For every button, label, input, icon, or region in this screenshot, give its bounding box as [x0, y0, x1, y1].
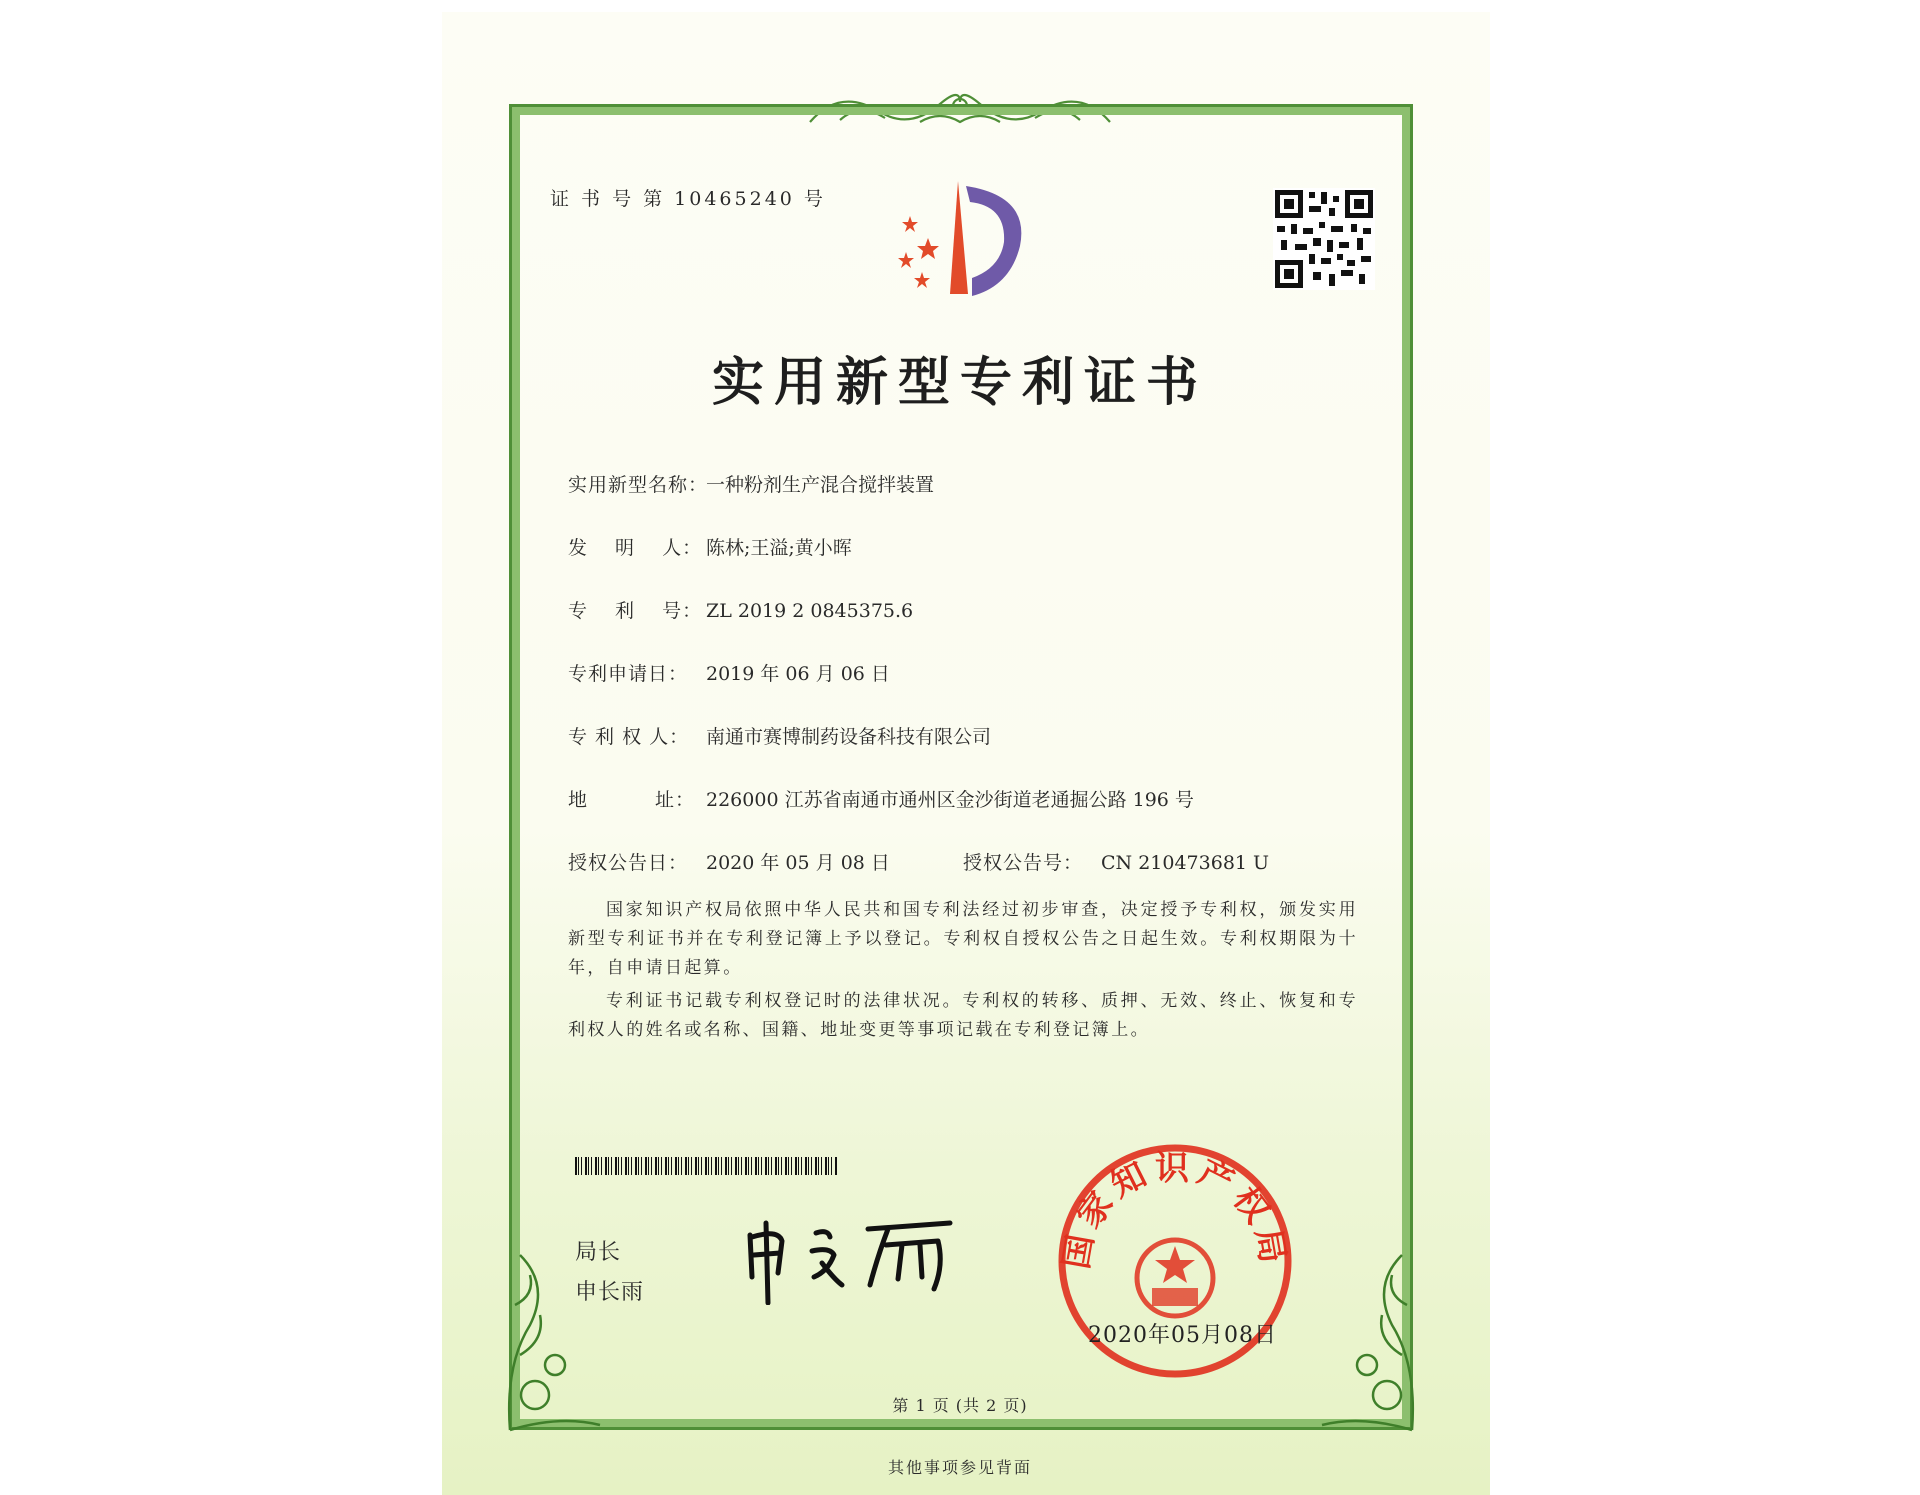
barcode-bar: [828, 1157, 829, 1175]
barcode-bar: [758, 1157, 759, 1175]
barcode-bar: [805, 1157, 807, 1175]
barcode-bar: [688, 1157, 689, 1175]
barcode-bar: [831, 1157, 832, 1175]
qr-code: [1273, 188, 1375, 290]
footer-note: 其他事项参见背面: [887, 1458, 1032, 1477]
barcode-bar: [731, 1157, 732, 1175]
field-value: 226000 江苏省南通市通州区金沙街道老通掘公路 196 号: [706, 789, 1194, 811]
barcode-bar: [771, 1157, 772, 1175]
field-value: 南通市赛博制药设备科技有限公司: [706, 726, 992, 748]
chief-name: 申长雨: [575, 1280, 645, 1305]
barcode-bar: [618, 1157, 619, 1175]
seal-date: 2020年05月08日: [1088, 1323, 1277, 1348]
barcode-bar: [761, 1157, 762, 1175]
barcode-bar: [655, 1157, 657, 1175]
barcode-bar: [721, 1157, 722, 1175]
barcode-bar: [808, 1157, 809, 1175]
page-number: 第 1 页 (共 2 页): [892, 1396, 1028, 1415]
seal-text: 国家知识产权局: [1056, 1148, 1294, 1272]
barcode-bar: [578, 1157, 579, 1175]
barcode-bar: [665, 1157, 667, 1175]
barcode-bar: [738, 1157, 739, 1175]
barcode-bar: [621, 1157, 622, 1175]
barcode-bar: [725, 1157, 727, 1175]
barcode-bar: [825, 1157, 827, 1175]
barcode-bar: [785, 1157, 787, 1175]
statement-paragraph-2: 专利证书记载专利权登记时的法律状况。专利权的转移、质押、无效、终止、恢复和专利权人的姓名或名称、国籍、地址变更等事项记载在专利登记簿上。: [568, 991, 1358, 1040]
barcode-bar: [728, 1157, 729, 1175]
statement-paragraph-1: 国家知识产权局依照中华人民共和国专利法经过初步审查，决定授予专利权，颁发实用新型专利证书并在专利登记簿上予以登记。专利权自授权公告之日起生效。专利权期限为十年，自申请日起算。: [568, 900, 1358, 978]
barcode-bar: [751, 1157, 752, 1175]
field-label: 地 址：: [568, 789, 696, 811]
field-label: 专 利 权 人：: [568, 726, 690, 748]
field-value: ZL 2019 2 0845375.6: [706, 600, 914, 622]
barcode-bar: [708, 1157, 709, 1175]
barcode-bar: [615, 1157, 617, 1175]
barcode-bar: [595, 1157, 597, 1175]
patent-office-logo: [880, 176, 1040, 306]
barcode-bar: [651, 1157, 652, 1175]
barcode-bar: [575, 1157, 577, 1175]
field-grant-date: [568, 848, 890, 875]
field-patent-number: [568, 596, 913, 623]
barcode-bar: [755, 1157, 757, 1175]
barcode-bar: [608, 1157, 609, 1175]
barcode-bar: [675, 1157, 677, 1175]
barcode-bar: [635, 1157, 637, 1175]
barcode-bar: [768, 1157, 769, 1175]
barcode-bar: [811, 1157, 812, 1175]
signature: [738, 1215, 968, 1305]
barcode-bar: [711, 1157, 712, 1175]
barcode-bar: [628, 1157, 629, 1175]
field-label: 授权公告号：: [963, 852, 1084, 874]
field-label: 专 利 号：: [568, 600, 703, 622]
barcode-bar: [588, 1157, 589, 1175]
barcode-bar: [748, 1157, 749, 1175]
field-value: 一种粉剂生产混合搅拌装置: [706, 474, 935, 496]
barcode-bar: [815, 1157, 817, 1175]
barcode-bar: [788, 1157, 789, 1175]
barcode-bar: [591, 1157, 592, 1175]
field-label: 专利申请日：: [568, 663, 689, 685]
barcode-bar: [801, 1157, 802, 1175]
barcode-bar: [611, 1157, 612, 1175]
barcode-bar: [798, 1157, 799, 1175]
barcode-bar: [735, 1157, 737, 1175]
barcode-bar: [685, 1157, 687, 1175]
barcode-bar: [645, 1157, 647, 1175]
barcode-bar: [691, 1157, 692, 1175]
barcode-bar: [705, 1157, 707, 1175]
field-inventor: [568, 533, 852, 560]
barcode-bar: [701, 1157, 702, 1175]
barcode-bar: [641, 1157, 642, 1175]
field-value: 2020 年 05 月 08 日: [706, 852, 890, 874]
barcode-bar: [741, 1157, 742, 1175]
barcode-bar: [818, 1157, 819, 1175]
field-value: CN 210473681 U: [1101, 852, 1270, 874]
barcode-bar: [795, 1157, 797, 1175]
barcode-bar: [625, 1157, 627, 1175]
barcode-bar: [765, 1157, 767, 1175]
barcode-bar: [835, 1157, 837, 1175]
barcode-bar: [631, 1157, 632, 1175]
certificate-number: 证 书 号 第 10465240 号: [550, 188, 826, 210]
field-value: 陈林;王溢;黄小晖: [706, 537, 852, 559]
field-label: 发 明 人：: [568, 537, 703, 559]
barcode-bar: [658, 1157, 659, 1175]
field-label: 授权公告日：: [568, 852, 689, 874]
field-utility-model-name: [568, 470, 934, 497]
barcode-bar: [598, 1157, 599, 1175]
barcode-bar: [715, 1157, 717, 1175]
barcode-bar: [605, 1157, 607, 1175]
barcode-bar: [698, 1157, 699, 1175]
barcode: [575, 1157, 839, 1175]
barcode-bar: [668, 1157, 669, 1175]
barcode-bar: [671, 1157, 672, 1175]
field-address: [568, 785, 1194, 812]
field-label: 实用新型名称：: [568, 474, 709, 496]
field-grant-number: [963, 848, 1269, 875]
barcode-bar: [601, 1157, 602, 1175]
barcode-bar: [778, 1157, 779, 1175]
barcode-bar: [695, 1157, 697, 1175]
barcode-bar: [638, 1157, 639, 1175]
barcode-bar: [678, 1157, 679, 1175]
barcode-bar: [585, 1157, 587, 1175]
chief-title: 局长: [575, 1240, 622, 1265]
barcode-bar: [781, 1157, 782, 1175]
barcode-bar: [648, 1157, 649, 1175]
barcode-bar: [581, 1157, 582, 1175]
certificate-title: 实用新型专利证书: [711, 352, 1208, 413]
field-patentee: [568, 722, 991, 749]
barcode-bar: [718, 1157, 719, 1175]
field-value: 2019 年 06 月 06 日: [706, 663, 890, 685]
barcode-bar: [821, 1157, 822, 1175]
barcode-bar: [681, 1157, 682, 1175]
barcode-bar: [745, 1157, 747, 1175]
barcode-bar: [791, 1157, 792, 1175]
barcode-bar: [661, 1157, 662, 1175]
barcode-bar: [775, 1157, 777, 1175]
field-application-date: [568, 659, 890, 686]
